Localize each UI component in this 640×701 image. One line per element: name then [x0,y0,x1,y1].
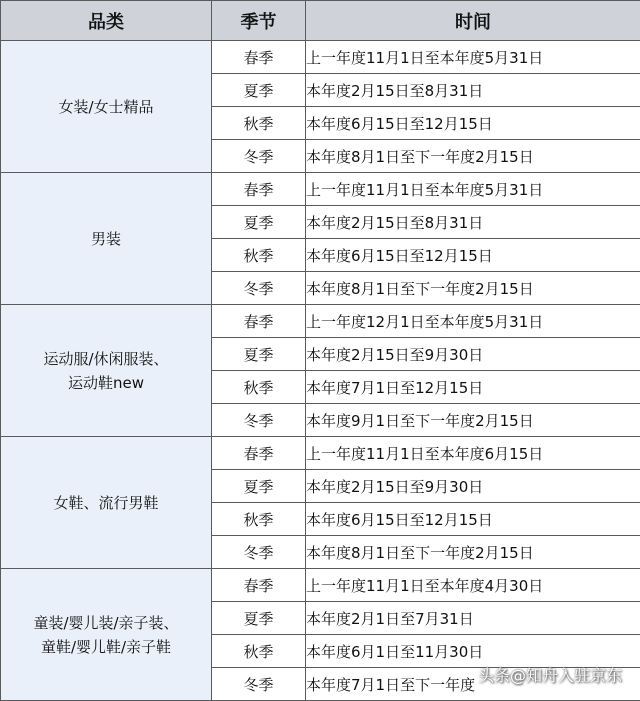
season-cell: 秋季 [212,239,306,272]
season-cell: 夏季 [212,74,306,107]
category-cell [1,305,212,437]
time-cell: 本年度9月1日至下一年度2月15日 [306,404,640,437]
season-cell: 夏季 [212,206,306,239]
season-cell: 春季 [212,173,306,206]
time-cell: 上一年度11月1日至本年度5月31日 [306,173,640,206]
category-label: 童装/婴儿装/亲子装、 [1,611,211,635]
season-cell: 冬季 [212,536,306,569]
header-category: 品类 [1,1,212,41]
season-cell: 春季 [212,305,306,338]
category-label: 童鞋/婴儿鞋/亲子鞋 [1,635,211,659]
season-cell: 冬季 [212,668,306,701]
time-cell: 本年度6月15日至12月15日 [306,107,640,140]
season-cell: 秋季 [212,503,306,536]
time-cell: 本年度7月1日至12月15日 [306,371,640,404]
season-cell: 春季 [212,437,306,470]
season-cell: 秋季 [212,371,306,404]
season-cell: 冬季 [212,404,306,437]
category-label: 男装 [1,227,211,251]
category-label: 运动鞋new [1,371,211,395]
time-cell: 本年度8月1日至下一年度2月15日 [306,536,640,569]
table-row [1,305,640,338]
header-row [1,1,640,41]
time-cell: 本年度2月15日至9月30日 [306,338,640,371]
category-label: 运动服/休闲服装、 [1,347,211,371]
season-cell: 夏季 [212,602,306,635]
time-cell: 上一年度11月1日至本年度5月31日 [306,41,640,74]
season-cell: 春季 [212,569,306,602]
category-cell [1,173,212,305]
season-cell: 春季 [212,41,306,74]
watermark-text: 头条@知舟入驻京东 [478,663,622,686]
table-row [1,437,640,470]
time-cell: 本年度6月15日至12月15日 [306,503,640,536]
time-cell: 上一年度12月1日至本年度5月31日 [306,305,640,338]
header-time: 时间 [306,1,640,41]
category-cell [1,437,212,569]
category-cell [1,41,212,173]
table-body [1,41,640,701]
season-cell: 秋季 [212,635,306,668]
category-label: 女装/女士精品 [1,95,211,119]
season-cell: 夏季 [212,338,306,371]
time-cell: 本年度8月1日至下一年度2月15日 [306,140,640,173]
table-row [1,41,640,74]
table-row [1,569,640,602]
time-cell: 上一年度11月1日至本年度4月30日 [306,569,640,602]
category-label: 女鞋、流行男鞋 [1,491,211,515]
time-cell: 本年度6月1日至11月30日 [306,635,640,668]
time-cell: 本年度2月15日至8月31日 [306,74,640,107]
season-cell: 冬季 [212,140,306,173]
season-cell: 冬季 [212,272,306,305]
season-cell: 秋季 [212,107,306,140]
time-cell: 本年度2月15日至9月30日 [306,470,640,503]
header-season: 季节 [212,1,306,41]
time-cell: 本年度8月1日至下一年度2月15日 [306,272,640,305]
time-cell: 本年度2月15日至8月31日 [306,206,640,239]
season-cell: 夏季 [212,470,306,503]
time-cell: 本年度7月1日至下一年度 [306,668,640,701]
time-cell: 本年度6月15日至12月15日 [306,239,640,272]
category-cell [1,569,212,701]
time-cell: 上一年度11月1日至本年度6月15日 [306,437,640,470]
table-row [1,173,640,206]
time-cell: 本年度2月1日至7月31日 [306,602,640,635]
